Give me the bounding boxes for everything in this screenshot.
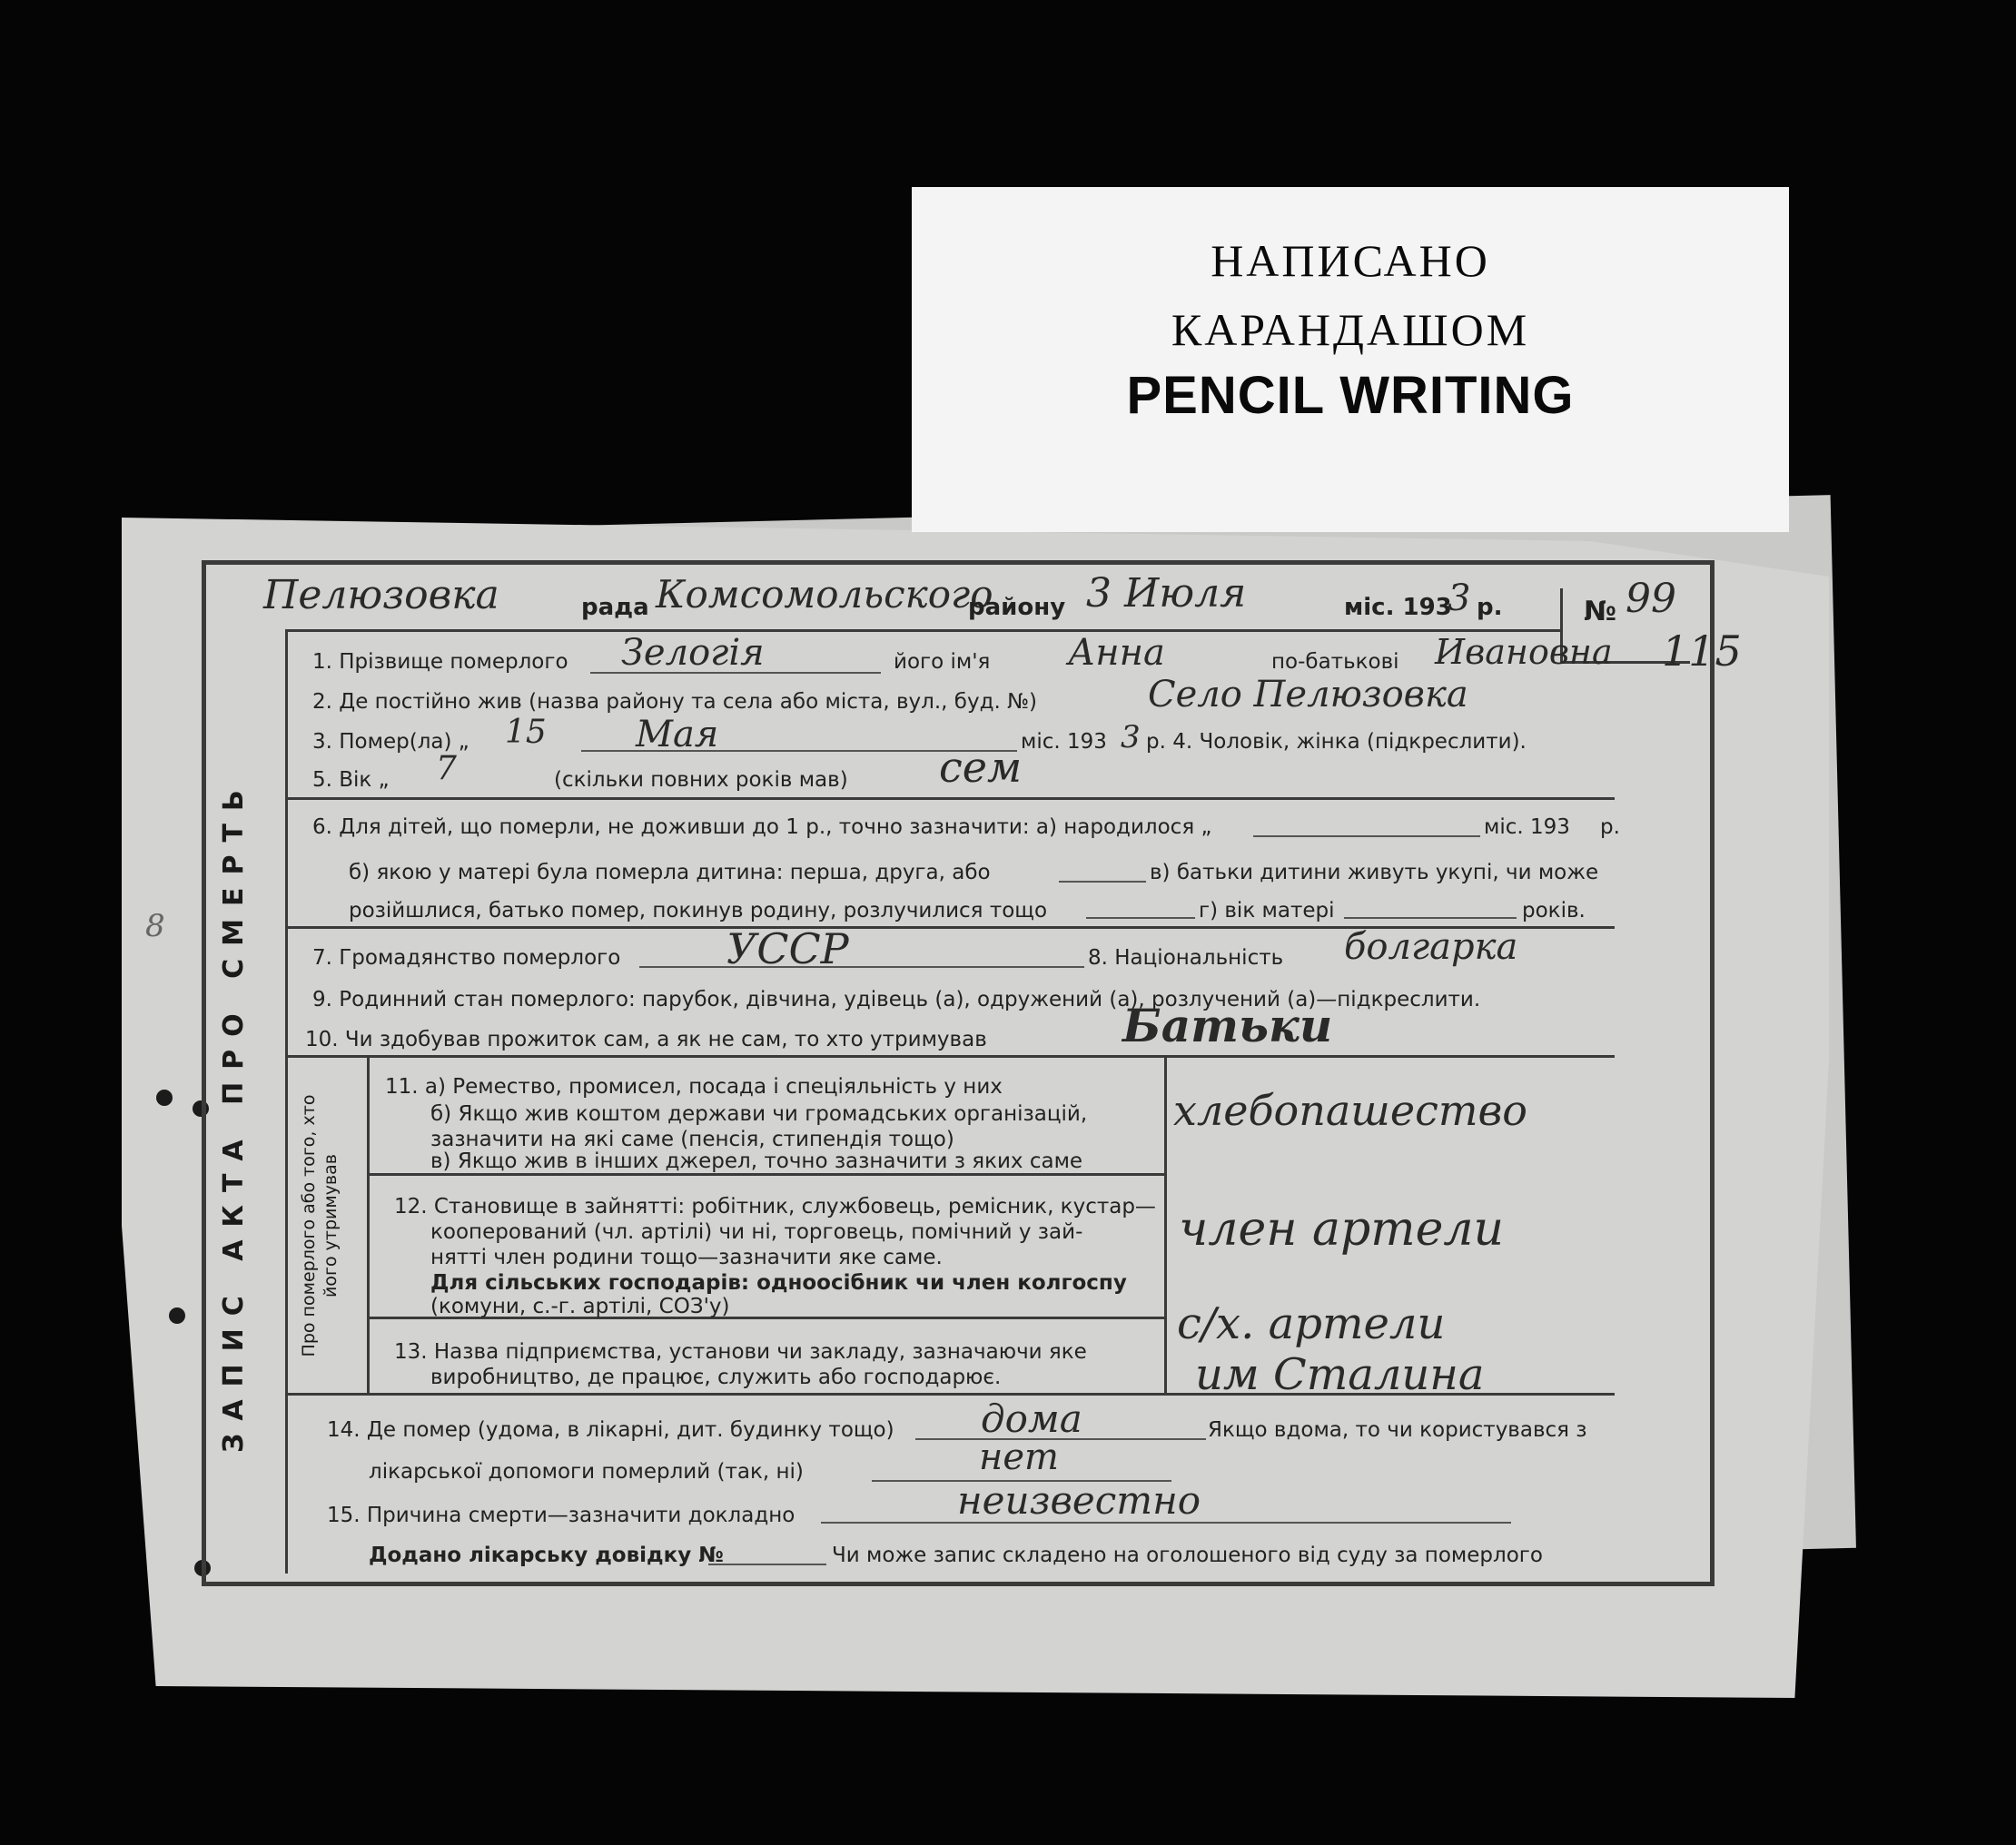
hw-supported-by: Батьки xyxy=(1122,999,1333,1052)
hw-header-year: 3 xyxy=(1448,577,1471,619)
row3-label: 3. Помер(ла) „ xyxy=(312,730,469,754)
row12-line5: (комуни, с.-г. артілі, СОЗ'у) xyxy=(430,1295,730,1318)
row16-court-label: Чи може запис складено на оголошеного від суду за померлого xyxy=(832,1544,1543,1567)
hw-occupation: хлебопашество xyxy=(1173,1086,1527,1135)
hw-rada: Пелюзовка xyxy=(263,572,499,618)
row6b-label: б) якою у матері була померла дитина: перша, друга, або xyxy=(349,861,991,884)
hw-death-day: 15 xyxy=(505,714,547,751)
hw-age-word: сем xyxy=(939,743,1023,792)
header-number-label: № xyxy=(1584,596,1617,627)
hw-medical-help: нет xyxy=(979,1436,1059,1478)
hw-nationality: болгарка xyxy=(1344,926,1518,968)
row12-line4: Для сільських господарів: одноосібник чи член колгоспу xyxy=(430,1271,1127,1295)
row5-note: (скільки повних років мав) xyxy=(554,768,848,792)
hw-residence: Село Пелюзовка xyxy=(1148,674,1468,715)
punch-hole xyxy=(156,1090,173,1106)
row3-sex-label: р. 4. Чоловік, жінка (підкреслити). xyxy=(1146,730,1527,754)
row1-name-label: його ім'я xyxy=(894,650,991,674)
row3-month-label: міс. 193 xyxy=(1021,730,1107,754)
row6c-label: розійшлися, батько помер, покинув родину, розлучилися тощо xyxy=(349,899,1048,922)
row13-line1: 13. Назва підприємства, установи чи закладу, зазначаючи яке xyxy=(394,1340,1087,1364)
hw-citizenship: УССР xyxy=(726,924,849,973)
row1-patronymic-label: по-батькові xyxy=(1271,650,1399,674)
row6c-years-label: років. xyxy=(1522,899,1586,922)
card-label-ukrainian: НАПИСАНО xyxy=(1211,235,1490,286)
row11-line3: зазначити на які саме (пенсія, стипендія тощо) xyxy=(430,1128,954,1151)
row11-line2: б) Якщо жив коштом держави чи громадських організацій, xyxy=(430,1102,1088,1126)
rule-after-5 xyxy=(285,797,1615,800)
hw-workplace-1: с/х. артели xyxy=(1177,1298,1446,1349)
header-month-label: міс. 193 xyxy=(1344,594,1452,621)
hw-place-of-death: дома xyxy=(981,1396,1082,1441)
row13-line2: виробництво, де працює, служить або господарює. xyxy=(430,1366,1002,1389)
hw-surname: Зелогія xyxy=(621,632,765,674)
pencil-writing-label-card xyxy=(912,187,1789,532)
hw-workplace-2: им Сталина xyxy=(1195,1349,1485,1400)
hw-raion: Комсомольского xyxy=(656,572,993,617)
hw-record-number: 99 xyxy=(1626,576,1676,622)
row6b-parents-label: в) батьки дитини живуть укупі, чи може xyxy=(1150,861,1599,884)
rule-header xyxy=(285,629,1560,632)
rule-after-11 xyxy=(367,1173,1166,1176)
card-label-english: PENCIL WRITING xyxy=(1126,366,1575,425)
hw-margin-number: 115 xyxy=(1662,627,1742,676)
row16-blank xyxy=(708,1564,826,1565)
row12-line1: 12. Становище в зайнятті: робітник, службовець, ремісник, кустар— xyxy=(394,1195,1156,1218)
hw-first-name: Анна xyxy=(1068,632,1165,674)
hw-date: 3 Июля xyxy=(1086,570,1247,617)
rule-vertical-left xyxy=(367,1055,370,1393)
header-year-label: р. xyxy=(1477,594,1503,621)
hw-cause-of-death: неизвестно xyxy=(957,1478,1201,1523)
row6b-blank xyxy=(1059,881,1146,883)
row6a-month-label: міс. 193 xyxy=(1484,815,1570,839)
row6c-mother-age-label: г) вік матері xyxy=(1199,899,1335,922)
rule-after-10 xyxy=(285,1055,1615,1058)
row6c-blank xyxy=(1086,917,1195,919)
side-subtitle: Про померлого або того, хто його утримував xyxy=(299,1094,341,1357)
row16-label: Додано лікарську довідку № xyxy=(369,1544,724,1567)
hw-patronymic: Ивановна xyxy=(1435,632,1613,672)
row2-label: 2. Де постійно жив (назва району та села або міста, вул., буд. №) xyxy=(312,690,1037,714)
row8-label: 8. Національність xyxy=(1088,946,1284,970)
card-label-russian: КАРАНДАШОМ xyxy=(1171,304,1530,355)
header-raion-label: району xyxy=(968,594,1066,621)
rule-vertical-right xyxy=(1164,1055,1167,1393)
row14-home-label: Якщо вдома, то чи користувався з xyxy=(1208,1418,1587,1442)
row15-label: 15. Причина смерти—зазначити докладно xyxy=(327,1504,796,1527)
row14-medical-label: лікарської допомоги померлий (так, ні) xyxy=(369,1460,804,1484)
row6a-year-label: р. xyxy=(1600,815,1620,839)
header-rada-label: рада xyxy=(581,594,649,621)
row7-label: 7. Громадянство померлого xyxy=(312,946,621,970)
row1-label: 1. Прізвище померлого xyxy=(312,650,568,674)
row10-label: 10. Чи здобував прожиток сам, а як не сам, то хто утримував xyxy=(305,1028,987,1051)
side-title: ЗАПИС АКТА ПРО СМЕРТЬ xyxy=(218,777,250,1453)
margin-mark: 8 xyxy=(145,908,165,944)
hw-age: 7 xyxy=(436,750,457,787)
row6a-label: 6. Для дітей, що померли, не доживши до 1 р., точно зазначити: а) народилося „ xyxy=(312,815,1212,839)
row12-line3: нятті член родини тощо—зазначити яке саме. xyxy=(430,1246,943,1269)
hw-death-month: Мая xyxy=(636,714,719,755)
punch-hole xyxy=(169,1307,185,1324)
row6c-blank-2 xyxy=(1344,917,1517,919)
row6a-blank xyxy=(1253,835,1480,837)
row5-label: 5. Вік „ xyxy=(312,768,390,792)
hw-death-year: 3 xyxy=(1121,719,1141,755)
row11-line4: в) Якщо жив в інших джерел, точно зазначити з яких саме xyxy=(430,1149,1083,1173)
row11-line1: 11. а) Ремество, промисел, посада і спеціяльність у них xyxy=(385,1075,1003,1099)
row12-line2: кооперований (чл. артілі) чи ні, торговець, помічний у зай- xyxy=(430,1220,1083,1244)
row14-label: 14. Де помер (удома, в лікарні, дит. будинку тощо) xyxy=(327,1418,894,1442)
row7-blank xyxy=(639,966,1084,968)
hw-employment-status: член артели xyxy=(1179,1202,1504,1257)
row9-label: 9. Родинний стан померлого: парубок, дівчина, удівець (а), одружений (а), розлучений (а)—підкреслити. xyxy=(312,988,1481,1011)
